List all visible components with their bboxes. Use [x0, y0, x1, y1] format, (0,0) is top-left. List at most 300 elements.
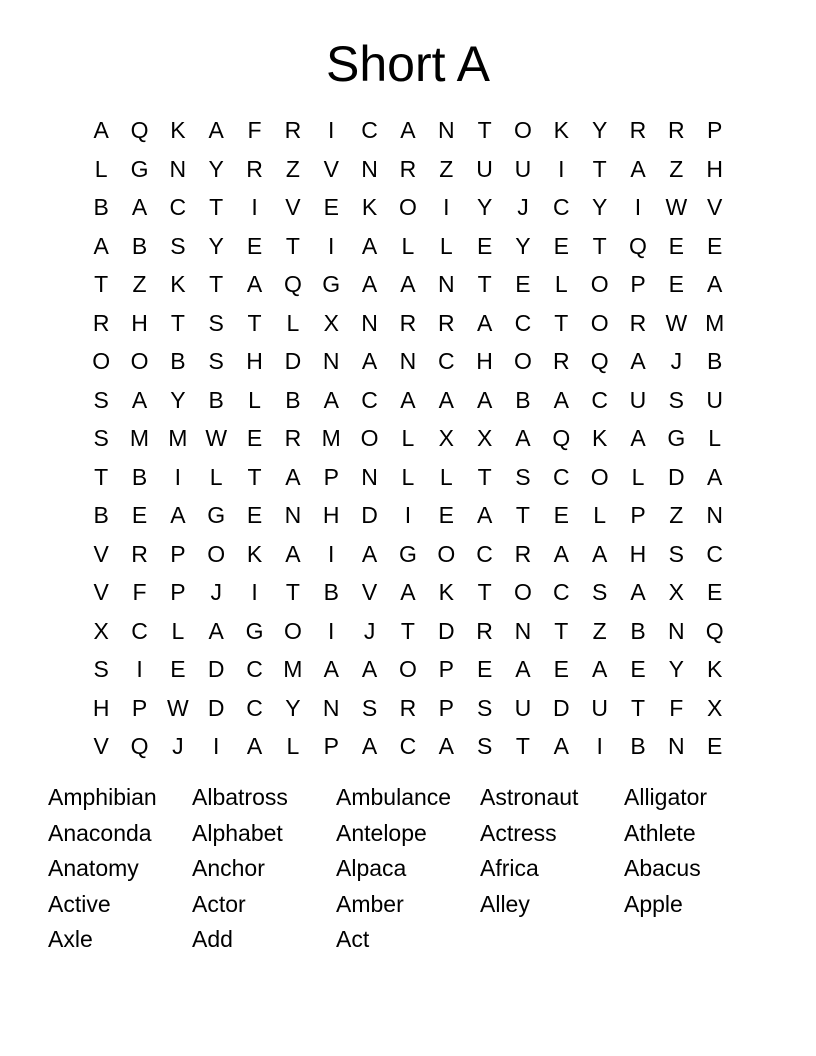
- grid-letter: B: [170, 348, 186, 375]
- grid-letter: B: [515, 386, 531, 413]
- grid-letter: P: [630, 502, 646, 529]
- grid-letter: O: [398, 194, 417, 221]
- grid-letter: Q: [283, 271, 302, 298]
- grid-letter: E: [707, 579, 723, 606]
- grid-letter: K: [361, 194, 378, 221]
- grid-letter: W: [167, 694, 189, 721]
- grid-letter: S: [93, 656, 109, 683]
- grid-letter: B: [93, 194, 109, 221]
- grid-letter: E: [131, 502, 148, 529]
- grid-letter: R: [284, 425, 302, 452]
- grid-letter: A: [707, 271, 723, 298]
- grid-letter: O: [130, 348, 149, 375]
- grid-letter: A: [246, 271, 263, 298]
- word-list-item: Active: [48, 890, 111, 917]
- grid-letter: I: [251, 579, 258, 606]
- grid-letter: J: [172, 733, 184, 760]
- grid-letter: D: [361, 502, 378, 529]
- grid-letter: I: [251, 194, 258, 221]
- grid-letter: T: [515, 733, 530, 760]
- grid-letter: S: [361, 694, 378, 721]
- grid-letter: T: [477, 271, 492, 298]
- grid-letter: S: [93, 386, 109, 413]
- grid-letter: E: [170, 656, 186, 683]
- grid-letter: T: [477, 117, 492, 144]
- grid-letter: T: [209, 194, 224, 221]
- grid-letter: E: [707, 232, 723, 259]
- grid-letter: A: [476, 386, 493, 413]
- grid-letter: V: [707, 194, 723, 221]
- grid-letter: U: [476, 155, 493, 182]
- grid-row: [82, 227, 734, 266]
- grid-letter: R: [668, 117, 685, 144]
- word-list-item: Alpaca: [336, 855, 407, 882]
- grid-letter: N: [706, 502, 723, 529]
- grid-letter: F: [132, 579, 147, 606]
- grid-letter: A: [438, 386, 454, 413]
- word-list-item: Anatomy: [48, 855, 139, 882]
- grid-letter: A: [208, 617, 224, 644]
- grid-letter: T: [285, 232, 300, 259]
- grid-letter: S: [208, 348, 224, 375]
- word-list-item: Amphibian: [48, 784, 157, 811]
- grid-letter: V: [323, 155, 339, 182]
- grid-letter: A: [553, 540, 569, 567]
- grid-letter: I: [328, 617, 335, 644]
- grid-row: [82, 381, 734, 420]
- grid-letter: L: [708, 425, 722, 452]
- grid-letter: M: [705, 309, 725, 336]
- grid-letter: N: [169, 155, 187, 182]
- grid-row: [82, 150, 734, 189]
- grid-row: [82, 265, 734, 304]
- grid-letter: N: [361, 155, 378, 182]
- grid-letter: K: [170, 117, 186, 144]
- grid-letter: X: [476, 425, 493, 452]
- grid-letter: R: [629, 117, 647, 144]
- grid-letter: M: [283, 656, 303, 683]
- word-list-row: [48, 887, 768, 923]
- grid-letter: L: [171, 617, 185, 644]
- grid-letter: Y: [208, 155, 224, 182]
- grid-letter: D: [668, 463, 685, 490]
- grid-letter: X: [438, 425, 454, 452]
- grid-letter: A: [208, 117, 224, 144]
- grid-letter: C: [514, 309, 532, 336]
- grid-letter: Q: [130, 733, 149, 760]
- grid-letter: I: [136, 656, 143, 683]
- grid-letter: N: [668, 617, 685, 644]
- word-list-item: Africa: [480, 855, 539, 882]
- grid-letter: B: [93, 502, 109, 529]
- grid-letter: G: [398, 540, 417, 567]
- grid-letter: H: [476, 348, 493, 375]
- grid-letter: T: [247, 309, 262, 336]
- grid-letter: A: [285, 463, 301, 490]
- grid-letter: E: [438, 502, 454, 529]
- grid-letter: T: [94, 463, 109, 490]
- grid-letter: C: [246, 694, 263, 721]
- grid-letter: N: [322, 694, 340, 721]
- grid-row: [82, 458, 734, 497]
- word-search-grid: [82, 111, 734, 766]
- grid-letter: N: [437, 117, 455, 144]
- grid-letter: K: [553, 117, 569, 144]
- grid-letter: E: [323, 194, 339, 221]
- grid-letter: A: [515, 656, 531, 683]
- grid-letter: A: [93, 117, 109, 144]
- grid-letter: E: [630, 656, 646, 683]
- grid-letter: L: [401, 463, 415, 490]
- grid-letter: O: [92, 348, 111, 375]
- grid-letter: A: [630, 579, 646, 606]
- grid-letter: K: [591, 425, 608, 452]
- grid-letter: L: [631, 463, 645, 490]
- grid-letter: O: [398, 656, 417, 683]
- grid-letter: N: [361, 309, 378, 336]
- grid-letter: Y: [591, 194, 608, 221]
- grid-letter: U: [514, 694, 532, 721]
- grid-letter: A: [246, 733, 263, 760]
- grid-letter: A: [131, 194, 148, 221]
- grid-letter: D: [207, 656, 225, 683]
- grid-letter: C: [246, 656, 263, 683]
- word-list-item: Ambulance: [336, 784, 452, 811]
- grid-letter: A: [400, 386, 416, 413]
- grid-letter: Y: [170, 386, 186, 413]
- grid-letter: O: [514, 117, 532, 144]
- grid-letter: R: [399, 309, 417, 336]
- grid-letter: X: [323, 309, 339, 336]
- grid-letter: P: [170, 540, 186, 567]
- grid-letter: C: [361, 386, 378, 413]
- grid-letter: A: [553, 733, 569, 760]
- grid-letter: Q: [705, 617, 724, 644]
- grid-letter: B: [323, 579, 339, 606]
- grid-letter: E: [476, 232, 493, 259]
- grid-letter: I: [404, 502, 412, 529]
- grid-letter: N: [514, 617, 532, 644]
- grid-letter: U: [706, 386, 723, 413]
- grid-letter: L: [286, 733, 300, 760]
- word-list-item: Actress: [480, 819, 557, 846]
- word-list: [48, 780, 768, 958]
- grid-letter: A: [285, 540, 301, 567]
- grid-letter: R: [629, 309, 647, 336]
- grid-letter: P: [323, 733, 339, 760]
- grid-letter: R: [131, 540, 148, 567]
- word-list-item: Actor: [192, 890, 246, 917]
- grid-letter: C: [131, 617, 148, 644]
- grid-row: [82, 612, 734, 651]
- grid-letter: R: [552, 348, 570, 375]
- word-list-item: Alphabet: [192, 819, 283, 846]
- grid-letter: H: [131, 309, 148, 336]
- word-list-item: Antelope: [336, 819, 427, 846]
- grid-letter: T: [285, 579, 300, 606]
- grid-letter: K: [438, 579, 454, 606]
- grid-letter: Y: [668, 656, 684, 683]
- grid-letter: R: [92, 309, 110, 336]
- grid-letter: A: [361, 540, 378, 567]
- grid-letter: A: [323, 386, 339, 413]
- grid-letter: P: [630, 271, 646, 298]
- grid-letter: D: [552, 694, 570, 721]
- grid-row: [82, 535, 734, 574]
- grid-letter: C: [591, 386, 608, 413]
- grid-letter: G: [245, 617, 264, 644]
- grid-letter: B: [208, 386, 224, 413]
- grid-letter: A: [707, 463, 723, 490]
- grid-letter: S: [93, 425, 109, 452]
- grid-letter: I: [596, 733, 603, 760]
- grid-letter: N: [437, 271, 455, 298]
- grid-letter: P: [707, 117, 723, 144]
- grid-letter: S: [476, 694, 493, 721]
- grid-letter: V: [93, 733, 109, 760]
- grid-letter: Z: [669, 155, 684, 182]
- grid-letter: I: [328, 117, 335, 144]
- grid-letter: I: [328, 232, 335, 259]
- word-list-item: Anaconda: [48, 819, 152, 846]
- grid-letter: S: [476, 733, 493, 760]
- grid-letter: C: [169, 194, 187, 221]
- grid-letter: T: [94, 271, 109, 298]
- grid-letter: A: [591, 540, 608, 567]
- grid-letter: L: [554, 271, 568, 298]
- grid-letter: T: [515, 502, 530, 529]
- grid-letter: U: [629, 386, 647, 413]
- word-list-item: Apple: [624, 890, 683, 917]
- grid-letter: L: [439, 232, 453, 259]
- grid-letter: A: [553, 386, 569, 413]
- grid-letter: E: [553, 232, 569, 259]
- grid-letter: C: [361, 117, 378, 144]
- grid-letter: Y: [208, 232, 224, 259]
- grid-row: [82, 419, 734, 458]
- grid-letter: H: [629, 540, 647, 567]
- grid-letter: J: [517, 194, 529, 221]
- grid-letter: V: [93, 540, 109, 567]
- grid-letter: Y: [285, 694, 301, 721]
- grid-letter: B: [131, 463, 148, 490]
- grid-letter: O: [590, 463, 609, 490]
- grid-letter: A: [93, 232, 109, 259]
- grid-letter: L: [94, 155, 108, 182]
- grid-letter: S: [208, 309, 224, 336]
- grid-letter: L: [286, 309, 300, 336]
- grid-letter: C: [706, 540, 723, 567]
- grid-letter: A: [476, 502, 493, 529]
- grid-letter: R: [246, 155, 263, 182]
- grid-row: [82, 188, 734, 227]
- grid-letter: I: [558, 155, 565, 182]
- grid-letter: R: [399, 155, 417, 182]
- grid-letter: L: [209, 463, 223, 490]
- grid-letter: C: [552, 579, 570, 606]
- grid-row: [82, 496, 734, 535]
- grid-letter: A: [515, 425, 531, 452]
- grid-letter: E: [246, 232, 263, 259]
- word-list-item: Axle: [48, 926, 93, 953]
- grid-letter: A: [170, 502, 186, 529]
- word-list-row: [48, 922, 768, 958]
- grid-letter: A: [323, 656, 339, 683]
- grid-letter: F: [669, 694, 684, 721]
- grid-letter: E: [515, 271, 531, 298]
- grid-letter: A: [438, 733, 454, 760]
- grid-letter: I: [634, 194, 642, 221]
- grid-letter: B: [131, 232, 148, 259]
- grid-letter: E: [553, 502, 569, 529]
- grid-letter: O: [590, 309, 609, 336]
- grid-letter: V: [93, 579, 109, 606]
- grid-letter: I: [174, 463, 182, 490]
- word-list-item: Amber: [336, 890, 404, 917]
- word-list-row: [48, 851, 768, 887]
- grid-letter: A: [361, 733, 378, 760]
- grid-letter: X: [707, 694, 723, 721]
- grid-letter: N: [322, 348, 340, 375]
- grid-letter: U: [514, 155, 532, 182]
- grid-letter: B: [285, 386, 301, 413]
- grid-letter: J: [210, 579, 222, 606]
- grid-letter: G: [207, 502, 226, 529]
- grid-letter: I: [328, 540, 335, 567]
- grid-letter: T: [209, 271, 224, 298]
- grid-letter: B: [707, 348, 723, 375]
- grid-letter: R: [284, 117, 302, 144]
- grid-letter: A: [400, 579, 416, 606]
- grid-letter: H: [322, 502, 340, 529]
- grid-letter: D: [284, 348, 302, 375]
- grid-letter: S: [515, 463, 531, 490]
- grid-letter: S: [668, 540, 684, 567]
- grid-letter: R: [514, 540, 532, 567]
- grid-row: [82, 689, 734, 728]
- grid-letter: X: [93, 617, 109, 644]
- grid-letter: N: [668, 733, 685, 760]
- grid-letter: E: [707, 733, 723, 760]
- grid-letter: U: [591, 694, 608, 721]
- grid-letter: E: [668, 232, 684, 259]
- grid-letter: E: [553, 656, 569, 683]
- grid-letter: M: [168, 425, 188, 452]
- grid-letter: Z: [439, 155, 454, 182]
- grid-letter: A: [476, 309, 493, 336]
- grid-letter: P: [438, 694, 454, 721]
- word-list-item: Abacus: [624, 855, 701, 882]
- grid-letter: T: [630, 694, 646, 721]
- grid-letter: C: [552, 194, 570, 221]
- grid-letter: A: [630, 348, 646, 375]
- grid-letter: C: [552, 463, 570, 490]
- page-title: Short A: [326, 36, 490, 92]
- grid-letter: W: [665, 194, 688, 221]
- grid-letter: K: [170, 271, 186, 298]
- grid-letter: B: [630, 617, 646, 644]
- grid-letter: S: [668, 386, 684, 413]
- grid-letter: P: [323, 463, 339, 490]
- grid-letter: R: [437, 309, 455, 336]
- grid-letter: Y: [476, 194, 493, 221]
- grid-letter: Q: [629, 232, 647, 259]
- grid-letter: W: [205, 425, 228, 452]
- grid-letter: A: [361, 656, 378, 683]
- grid-letter: D: [437, 617, 455, 644]
- grid-row: [82, 727, 734, 766]
- grid-letter: C: [399, 733, 417, 760]
- grid-letter: A: [591, 656, 608, 683]
- grid-letter: Z: [285, 155, 300, 182]
- grid-letter: T: [592, 155, 607, 182]
- word-list-item: Athlete: [624, 819, 696, 846]
- grid-letter: R: [399, 694, 417, 721]
- grid-letter: T: [554, 309, 569, 336]
- grid-letter: L: [593, 502, 607, 529]
- grid-letter: T: [400, 617, 415, 644]
- grid-letter: Q: [552, 425, 571, 452]
- grid-letter: A: [630, 425, 646, 452]
- grid-letter: G: [667, 425, 686, 452]
- grid-letter: H: [92, 694, 110, 721]
- grid-letter: Y: [515, 232, 531, 259]
- grid-letter: M: [321, 425, 341, 452]
- grid-row: [82, 111, 734, 150]
- grid-letter: N: [284, 502, 302, 529]
- grid-letter: R: [476, 617, 493, 644]
- word-list-item: Act: [336, 926, 370, 953]
- grid-letter: P: [438, 656, 454, 683]
- grid-letter: A: [400, 117, 416, 144]
- word-list-item: Alley: [480, 890, 530, 917]
- grid-letter: E: [476, 656, 493, 683]
- grid-letter: G: [322, 271, 341, 298]
- grid-letter: C: [437, 348, 455, 375]
- grid-letter: Y: [591, 117, 608, 144]
- grid-letter: V: [361, 579, 378, 606]
- grid-letter: K: [707, 656, 723, 683]
- grid-letter: L: [439, 463, 453, 490]
- word-list-row: [48, 780, 768, 816]
- grid-letter: L: [401, 232, 415, 259]
- grid-letter: S: [591, 579, 608, 606]
- grid-letter: K: [246, 540, 263, 567]
- word-list-item: Anchor: [192, 855, 265, 882]
- grid-letter: T: [592, 232, 607, 259]
- grid-letter: Q: [130, 117, 149, 144]
- grid-letter: A: [131, 386, 148, 413]
- grid-letter: A: [400, 271, 416, 298]
- grid-letter: N: [361, 463, 378, 490]
- grid-letter: H: [246, 348, 263, 375]
- grid-letter: G: [130, 155, 149, 182]
- grid-letter: J: [670, 348, 683, 375]
- grid-row: [82, 304, 734, 343]
- grid-letter: O: [360, 425, 379, 452]
- grid-letter: O: [514, 579, 532, 606]
- word-list-item: Astronaut: [480, 784, 579, 811]
- grid-letter: E: [668, 271, 684, 298]
- grid-letter: N: [399, 348, 417, 375]
- grid-letter: T: [247, 463, 262, 490]
- grid-letter: O: [283, 617, 302, 644]
- grid-row: [82, 342, 734, 381]
- word-list-item: Add: [192, 926, 233, 953]
- grid-letter: Z: [592, 617, 607, 644]
- grid-row: [82, 650, 734, 689]
- grid-letter: A: [630, 155, 646, 182]
